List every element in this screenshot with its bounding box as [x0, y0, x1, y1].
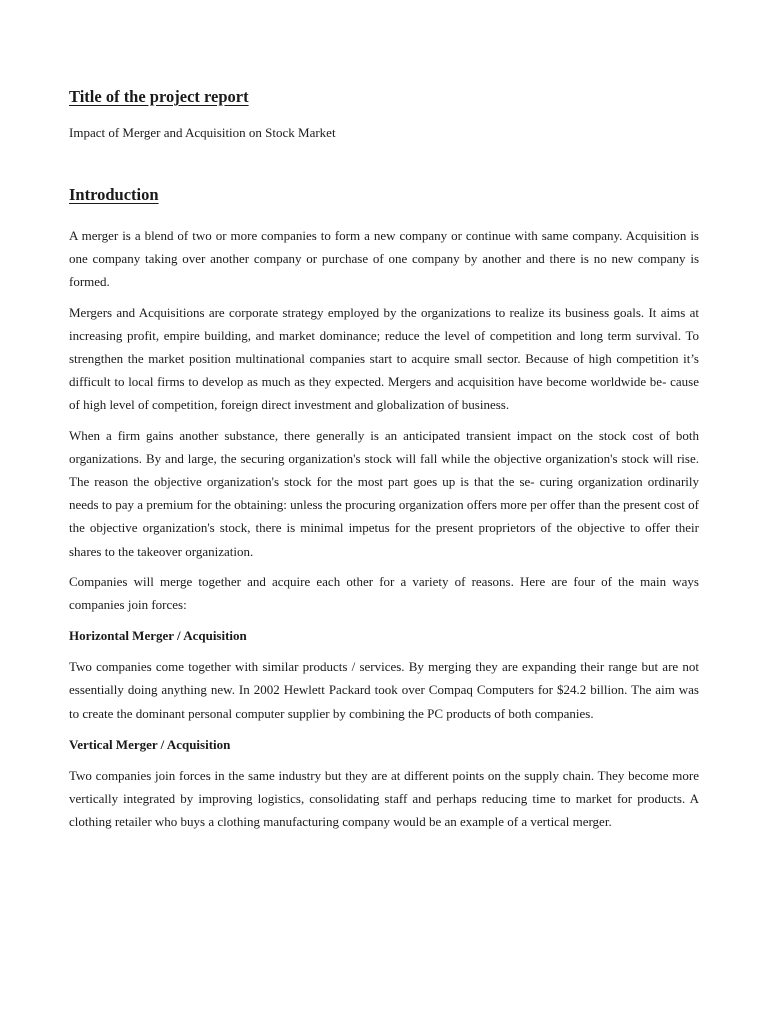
report-title: Title of the project report [69, 87, 249, 106]
vertical-merger-heading: Vertical Merger / Acquisition [69, 736, 231, 752]
intro-paragraph-4: Companies will merge together and acquire each other for a variety of reasons. Here are four of the main ways companies join forces: [69, 573, 699, 613]
horizontal-merger-text: Two companies come together with similar products / services. By merging they are expanding their range but are not essentially doing anything new. In 2002 Hewlett Packard took over Compaq Computers for $24.2 billion. The aim was to create the dominant personal computer supplier by combining the PC products of both companies. [69, 659, 699, 721]
introduction-heading: Introduction [69, 185, 159, 204]
vertical-merger-text: Two companies join forces in the same industry but they are at different points on the supply chain. They become more vertically integrated by improving logistics, consolidating staff and perhaps reducing time to market for products. A clothing retailer who buys a clothing manufacturing company would be an example of a vertical merger. [69, 767, 699, 830]
report-subtitle: Impact of Merger and Acquisition on Stock Market [69, 125, 336, 140]
intro-paragraph-2: Mergers and Acquisitions are corporate strategy employed by the organizations to realize its business goals. It aims at increasing profit, empire building, and market dominance; reduce the level of competition and long term survival. To strengthen the market position multinational companies start to acquire small sector. Because of high competition it’s difficult to local firms to develop as much as they expected. Mergers and acquisition have become worldwide be- cause of high level of competition, foreign direct investment and globalization of business. [69, 304, 699, 413]
document-page [69, 84, 699, 833]
intro-paragraph-1: A merger is a blend of two or more companies to form a new company or continue with same company. Acquisition is one company taking over another company or purchase of one company by another and there is no new company is formed. [69, 228, 699, 290]
horizontal-merger-heading: Horizontal Merger / Acquisition [69, 628, 247, 644]
intro-paragraph-3: When a firm gains another substance, there generally is an anticipated transient impact on the stock cost of both organizations. By and large, the securing organization's stock will fall while the objective organization's stock will rise. The reason the objective organization's stock for the most part goes up is that the se- curing organization ordinarily needs to pay a premium for the obtaining: unless the procuring organization offers more per offer than the present cost of the objective organization's stock, there is minimal impetus for the present proprietors of the objective to offer their shares to the takeover organization. [69, 427, 699, 559]
